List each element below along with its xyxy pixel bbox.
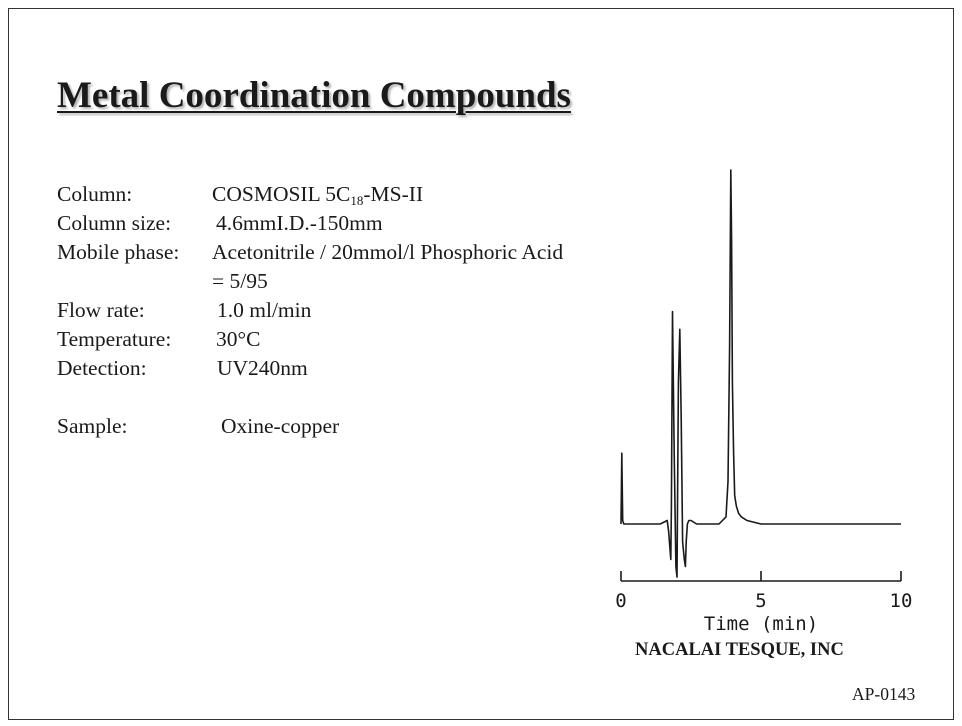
x-tick-label-10: 10 <box>889 590 913 612</box>
mobile-phase-ratio: = 5/95 <box>212 269 268 293</box>
column-label: Column: <box>57 182 133 206</box>
time-axis <box>615 571 912 612</box>
column-size-label: Column size: <box>57 211 172 235</box>
x-tick-label-0: 0 <box>615 590 627 612</box>
flow-rate-label: Flow rate: <box>57 298 145 322</box>
mobile-phase-value: Acetonitrile / 20mmol/l Phosphoric Acid <box>212 240 564 264</box>
x-axis-title: Time (min) <box>703 613 819 635</box>
temperature-value: 30°C <box>216 327 261 351</box>
chromatogram-trace-group <box>621 170 901 577</box>
temperature-label: Temperature: <box>57 327 172 351</box>
detection-label: Detection: <box>57 356 147 380</box>
x-tick-label-5: 5 <box>755 590 767 612</box>
column-value-pre: COSMOSIL 5C <box>212 182 351 206</box>
column-size-value: 4.6mmI.D.-150mm <box>216 211 383 235</box>
chromatogram-line-0 <box>621 170 901 577</box>
flow-rate-value: 1.0 ml/min <box>217 298 312 322</box>
document-code: AP-0143 <box>852 684 916 704</box>
column-value-post: -MS-II <box>363 182 424 206</box>
column-value-sub: 18 <box>350 193 364 208</box>
mobile-phase-label: Mobile phase: <box>57 240 180 264</box>
detection-value: UV240nm <box>217 356 308 380</box>
sample-value: Oxine-copper <box>221 414 340 438</box>
company-name: NACALAI TESQUE, INC <box>635 640 844 660</box>
sample-label: Sample: <box>57 414 128 438</box>
page-title: Metal Coordination Compounds <box>57 75 571 116</box>
